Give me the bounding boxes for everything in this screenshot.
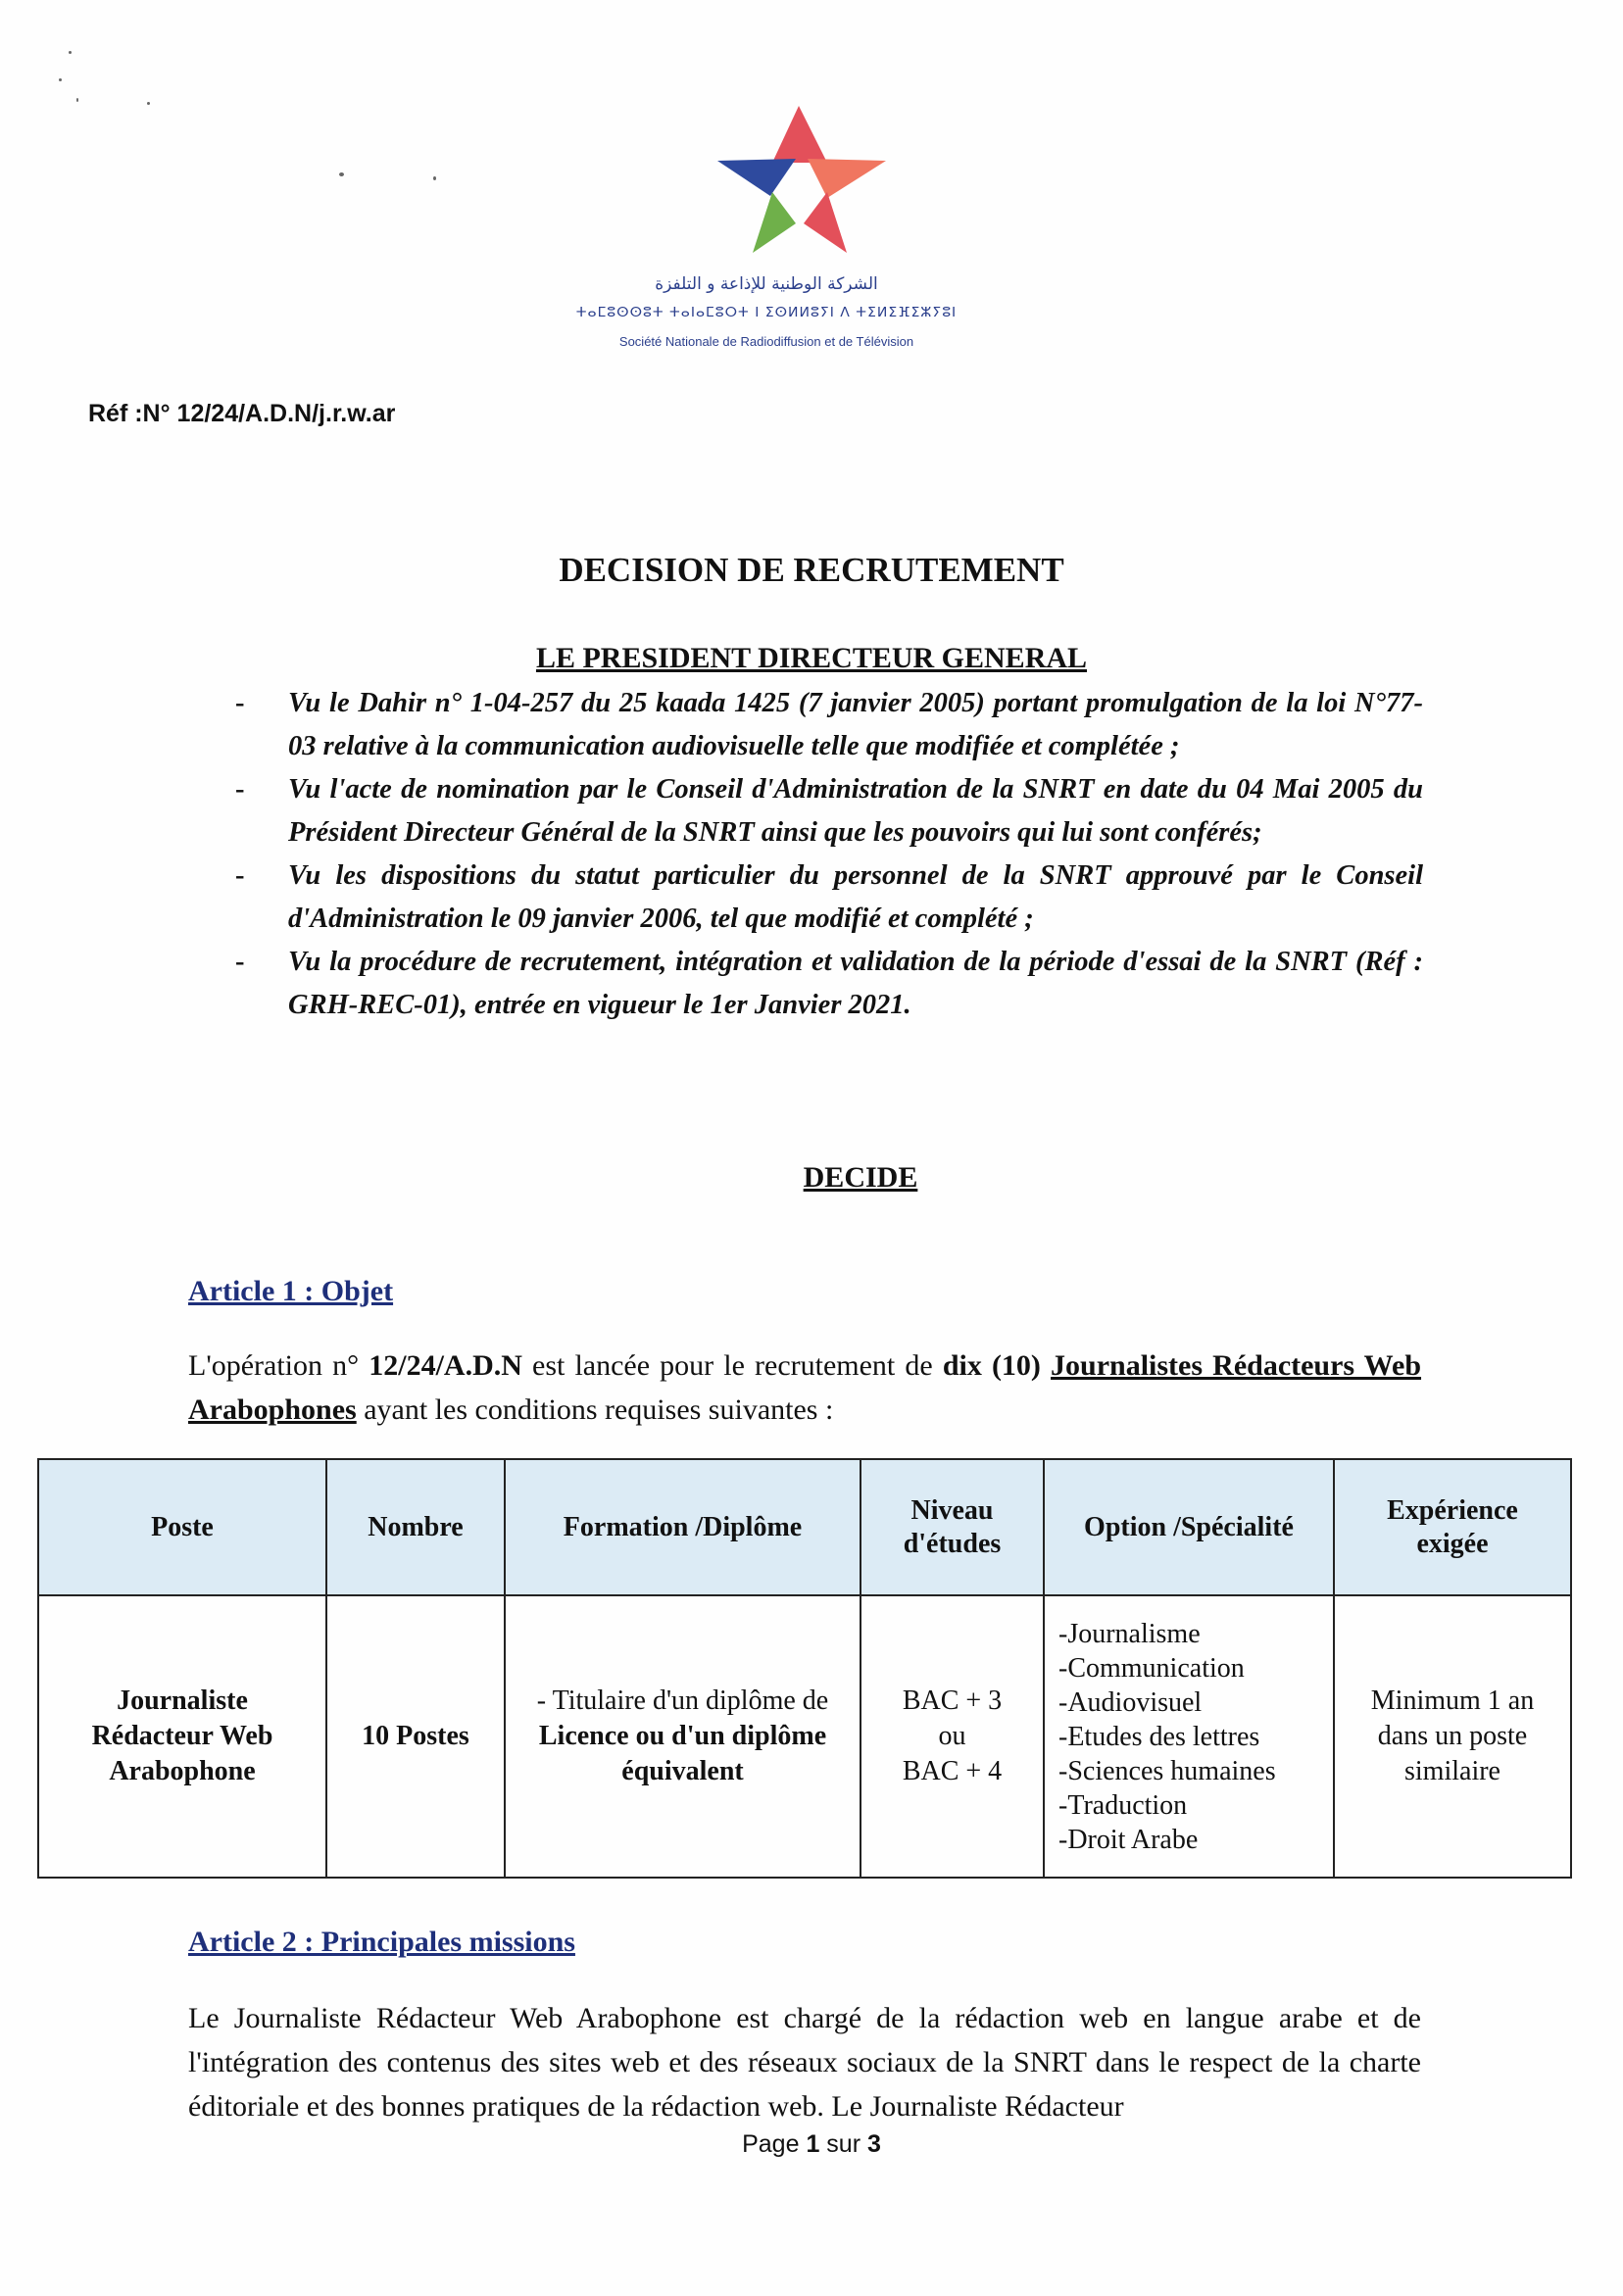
header-experience-line: exigée xyxy=(1416,1528,1489,1559)
requirements-table xyxy=(37,1458,1572,1879)
article-2-title: Article 2 : Principales missions xyxy=(188,1926,575,1958)
option-item: -Traduction xyxy=(1058,1789,1188,1821)
formation-line: - Titulaire d'un diplôme de xyxy=(536,1685,829,1716)
document-title: DECISION DE RECRUTEMENT xyxy=(559,551,1064,589)
header-experience xyxy=(1334,1459,1571,1595)
formation-line: Licence ou d'un diplôme xyxy=(538,1721,827,1751)
article-1-title: Article 1 : Objet xyxy=(188,1275,394,1307)
logo-french-name: Société Nationale de Radiodiffusion et de Télévision xyxy=(618,334,914,349)
page-current: 1 xyxy=(806,2130,820,2158)
header-niveau-line: d'études xyxy=(903,1528,1002,1559)
scan-speck xyxy=(433,176,436,180)
article-1-paragraph xyxy=(188,1343,1421,1432)
page-prefix: Page xyxy=(742,2130,800,2158)
consideration-item: - Vu l'acte de nomination par le Conseil d'Administration de la SNRT en date du 04 Mai 2005 du Président Directeur Général de la SNRT ainsi que les pouvoirs qui lui sont conférés; xyxy=(235,768,1423,855)
table-header-row xyxy=(38,1459,1571,1595)
experience-line: dans un poste xyxy=(1377,1721,1528,1751)
cell-experience xyxy=(1334,1595,1571,1878)
logo-green-petal xyxy=(753,192,796,253)
consideration-item: - Vu les dispositions du statut particulier du personnel de la SNRT approuvé par le Conseil d'Administration le 09 janvier 2006, tel que modifié et complété ; xyxy=(235,855,1423,941)
logo-arabic-name: الشركة الوطنية للإذاعة و التلفزة xyxy=(655,274,878,294)
article-1-text-end: ayant les conditions requises suivantes : xyxy=(364,1393,834,1426)
authority-heading: LE PRESIDENT DIRECTEUR GENERAL xyxy=(535,642,1088,674)
option-item: -Droit Arabe xyxy=(1058,1824,1199,1855)
niveau-line: BAC + 3 xyxy=(902,1685,1003,1716)
option-item: -Etudes des lettres xyxy=(1058,1721,1260,1752)
logo-pink-petal xyxy=(804,192,847,253)
scan-speck xyxy=(59,78,62,81)
article-1-text-start: L'opération n° xyxy=(188,1349,360,1382)
cell-formation xyxy=(505,1595,861,1878)
cell-poste xyxy=(38,1595,326,1878)
article-2-paragraph: Le Journaliste Rédacteur Web Arabophone est chargé de la rédaction web en langue arabe et de l'intégration des contenus des sites web et des réseaux sociaux de la SNRT dans le respect de la charte éditoriale et des bonnes pratiques de la rédaction web. Le Journaliste Rédacteur xyxy=(188,2002,1421,2123)
experience-line: similaire xyxy=(1404,1756,1500,1786)
reference-number: Réf :N° 12/24/A.D.N/j.r.w.ar xyxy=(88,400,396,427)
option-item: -Audiovisuel xyxy=(1058,1686,1203,1718)
cell-nombre: 10 Postes xyxy=(326,1595,505,1878)
cell-option xyxy=(1044,1595,1334,1878)
scan-speck xyxy=(69,51,72,54)
page-total: 3 xyxy=(866,2130,881,2158)
header-nombre: Nombre xyxy=(326,1459,505,1595)
page-number xyxy=(0,2130,1623,2159)
logo-coral-petal xyxy=(808,159,886,198)
consideration-item: - Vu la procédure de recrutement, intégration et validation de la période d'essai de la SNRT (Réf : GRH-REC-01), entrée en vigueur le 1er Janvier 2021. xyxy=(235,941,1423,1027)
header-niveau xyxy=(861,1459,1044,1595)
considerations-list xyxy=(235,682,1423,1027)
scan-speck xyxy=(339,172,344,176)
header-formation: Formation /Diplôme xyxy=(505,1459,861,1595)
poste-line: Rédacteur Web xyxy=(91,1721,273,1751)
header-poste: Poste xyxy=(38,1459,326,1595)
niveau-line: BAC + 4 xyxy=(902,1756,1003,1786)
poste-line: Journaliste xyxy=(117,1685,248,1716)
position-title: Journalistes Rédacteurs Web Arabophones xyxy=(188,1349,1422,1426)
page-separator: sur xyxy=(826,2130,861,2158)
scan-speck xyxy=(147,102,150,105)
recruit-count: dix (10) xyxy=(942,1349,1041,1382)
experience-line: Minimum 1 an xyxy=(1370,1685,1535,1716)
poste-line: Arabophone xyxy=(109,1756,256,1786)
decide-heading: DECIDE xyxy=(803,1161,918,1194)
logo-red-petal xyxy=(772,106,827,163)
header-niveau-line: Niveau xyxy=(910,1494,994,1526)
article-1-text-mid: est lancée pour le recrutement de xyxy=(532,1349,933,1382)
logo-blue-petal xyxy=(717,159,796,196)
header-experience-line: Expérience xyxy=(1387,1494,1518,1526)
table-row xyxy=(38,1595,1571,1878)
consideration-item: - Vu le Dahir n° 1-04-257 du 25 kaada 1425 (7 janvier 2005) portant promulgation de la loi N°77-03 relative à la communication audiovisuelle telle que modifiée et complétée ; xyxy=(235,682,1423,768)
option-item: -Sciences humaines xyxy=(1058,1755,1276,1786)
scan-speck xyxy=(76,98,78,102)
operation-number: 12/24/A.D.N xyxy=(369,1349,522,1382)
formation-line: équivalent xyxy=(621,1756,744,1786)
option-item: -Communication xyxy=(1058,1652,1245,1684)
snrt-star-logo-icon xyxy=(713,102,886,259)
niveau-line: ou xyxy=(938,1721,966,1751)
header-option: Option /Spécialité xyxy=(1044,1459,1334,1595)
logo-tifinagh-name: ⵜⴰⵎⵓⵙⵙⵓⵜ ⵜⴰⵏⴰⵎⵓⵔⵜ ⵏ ⵉⵙⵍⵍⵓⵢⵏ ⴷ ⵜⵉⵍⵉⴼⵉⵣⵢⵓⵏ xyxy=(575,305,958,320)
option-item: -Journalisme xyxy=(1058,1618,1201,1649)
cell-niveau xyxy=(861,1595,1044,1878)
